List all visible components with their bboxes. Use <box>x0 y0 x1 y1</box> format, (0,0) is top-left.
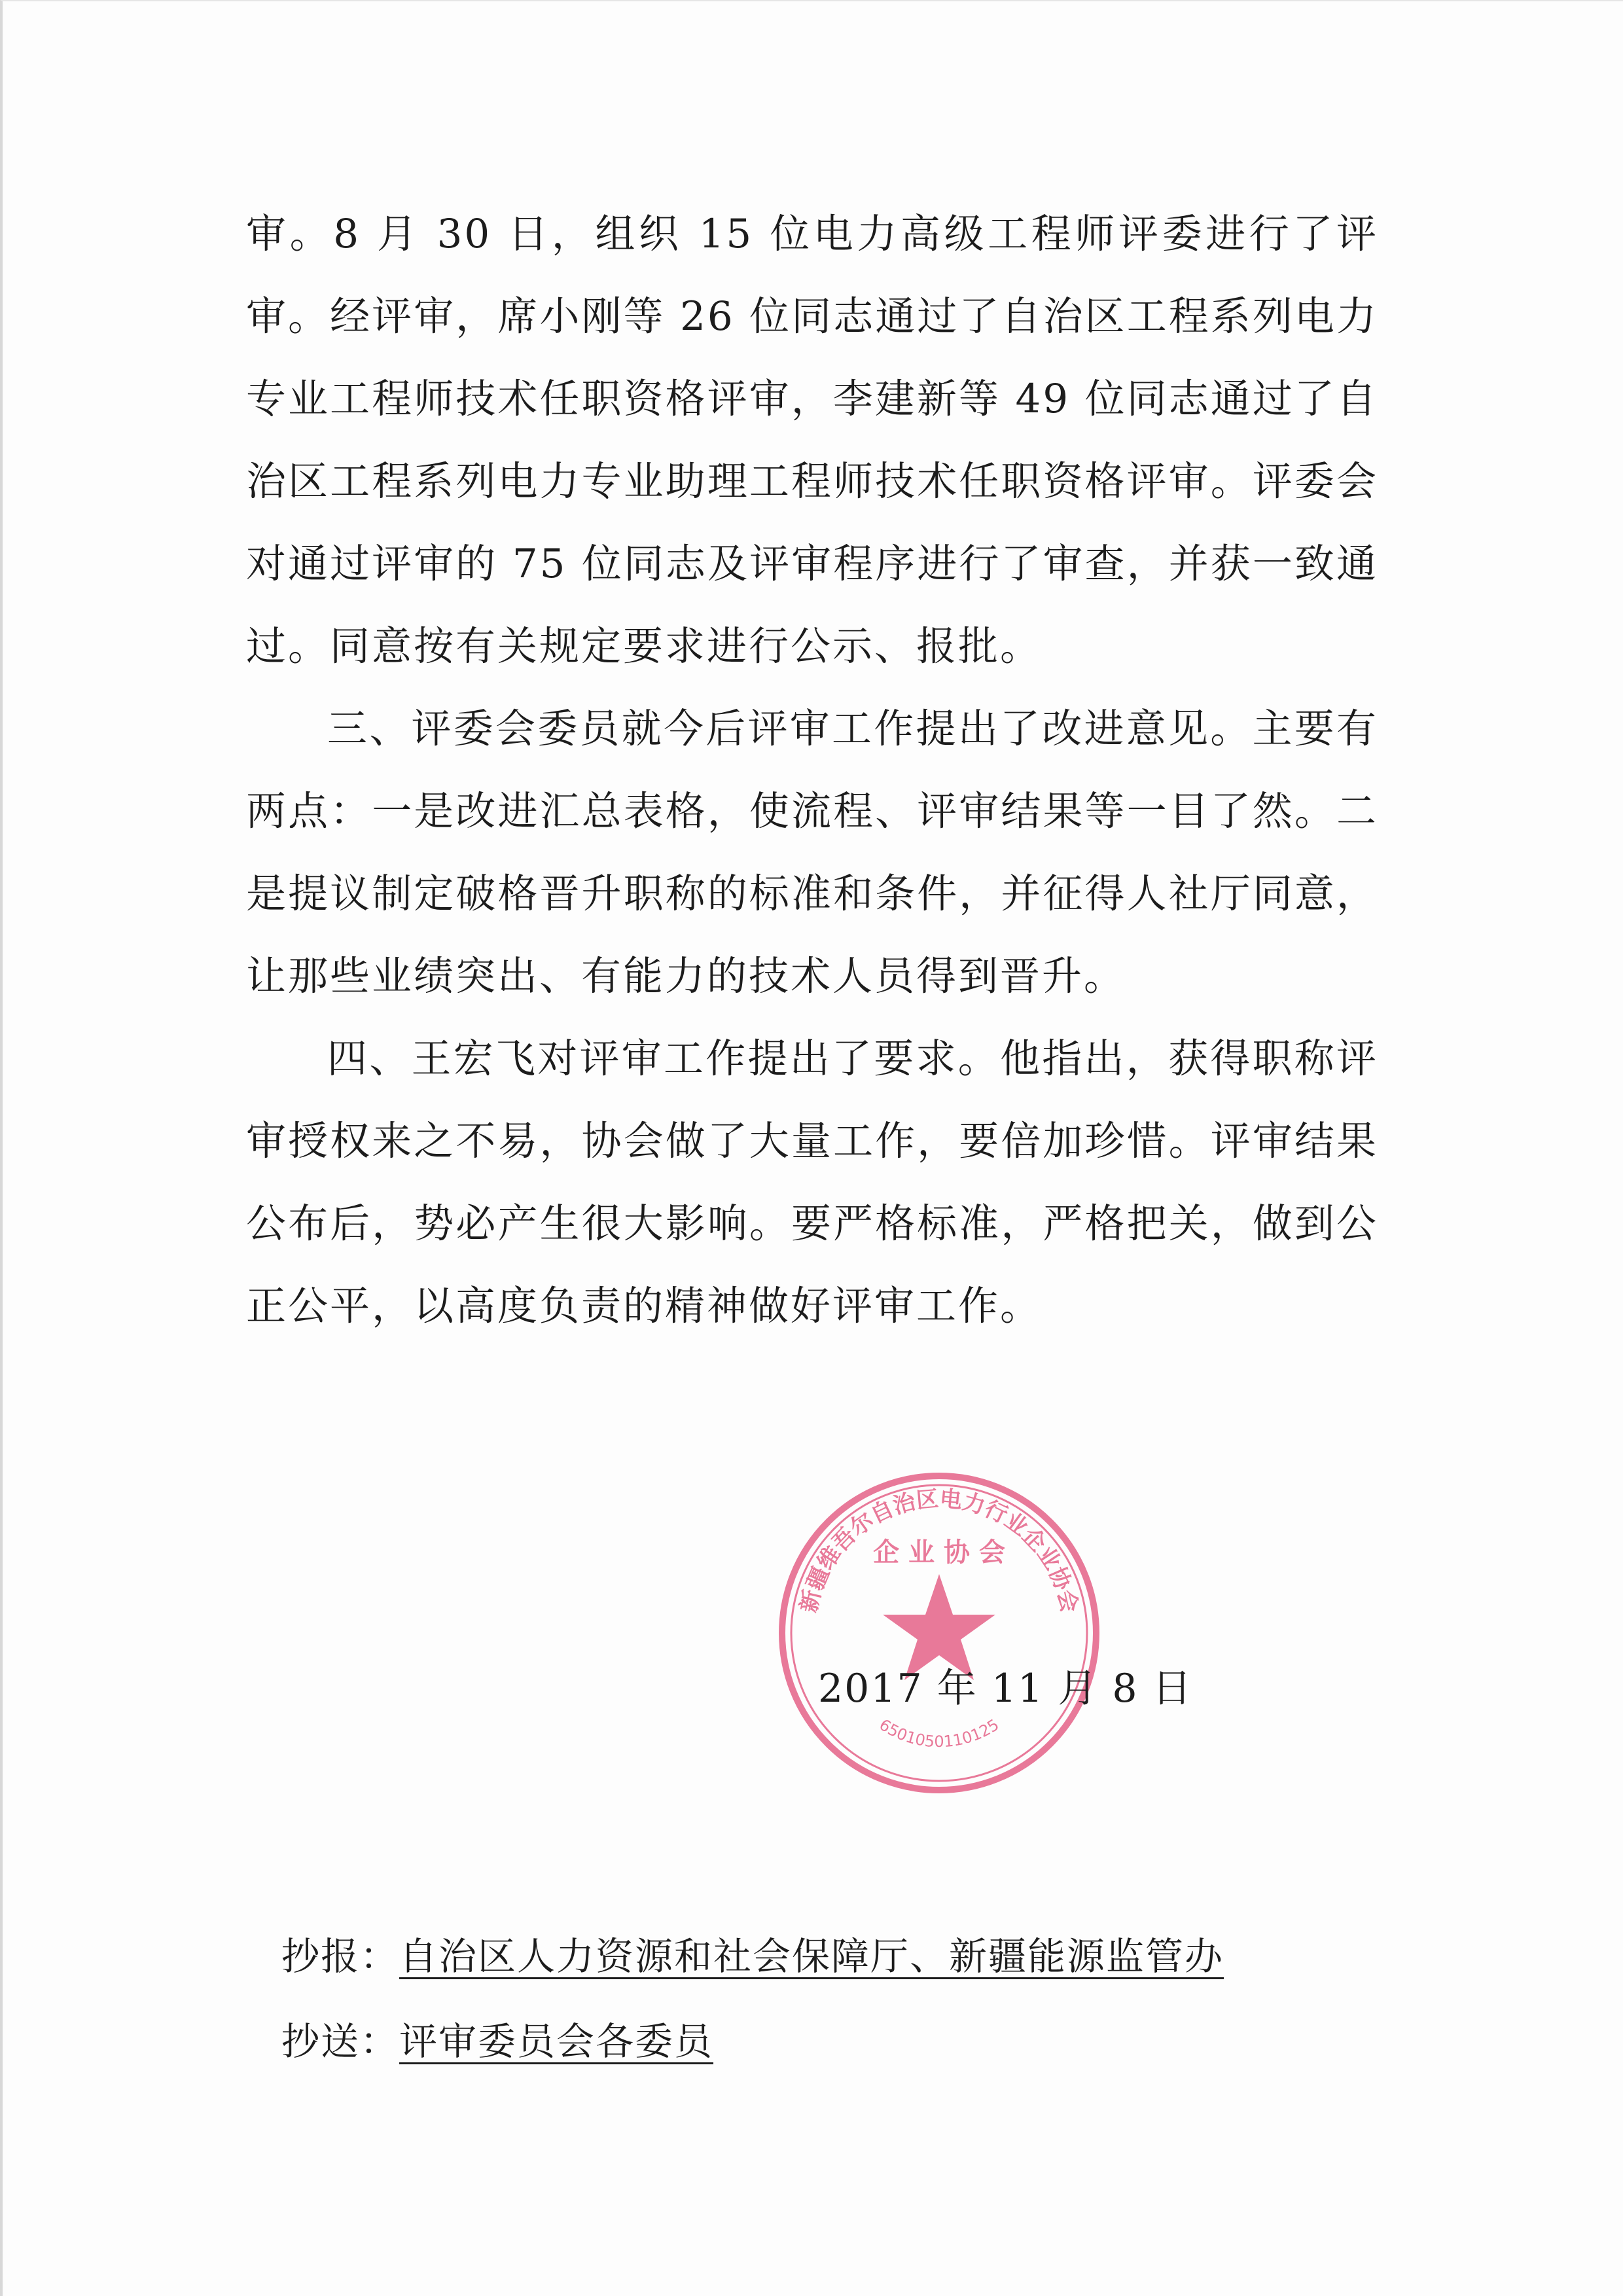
seal-number: 6501050110125 <box>876 1715 1003 1751</box>
document-body <box>246 193 1378 1348</box>
document-date: 2017 年 11 月 8 日 <box>818 1666 1193 1712</box>
cc-report-line <box>281 1926 1224 1981</box>
seal-center-text: 企 业 协 会 <box>873 1537 1005 1568</box>
cc-report-value: 自治区人力资源和社会保障厅、新疆能源监管办 <box>399 1934 1224 1979</box>
cc-send-label: 抄送： <box>281 2019 400 2064</box>
paragraph-requirements: 四、王宏飞对评审工作提出了要求。他指出，获得职称评审授权来之不易，协会做了大量工作，要倍加珍惜。评审结果公布后，势必产生很大影响。要严格标准，严格把关，做到公正公平，以高度负责的精神做好评审工作。 <box>246 1035 1378 1329</box>
cc-report-label: 抄报： <box>281 1934 400 1979</box>
paragraph-review-results: 审。8 月 30 日，组织 15 位电力高级工程师评委进行了评审。经评审，席小刚等 26 位同志通过了自治区工程系列电力专业工程师技术任职资格评审，李建新等 49 位同志通过了自治区工程系列电力专业助理工程师技术任职资格评审。评委会对通过评审的 75 位同志及评审程序进行了审查，并获一致通过。同意按有关规定要求进行公示、报批。 <box>246 211 1378 670</box>
cc-send-line <box>281 2011 713 2066</box>
paragraph-improvement-suggestions: 三、评委会委员就今后评审工作提出了改进意见。主要有两点：一是改进汇总表格，使流程、评审结果等一目了然。二是提议制定破格晋升职称的标准和条件，并征得人社厅同意，让那些业绩突出、有能力的技术人员得到晋升。 <box>246 706 1378 999</box>
seal-ring-text: 新疆维吾尔自治区电力行业企业协会 <box>795 1486 1083 1615</box>
official-seal <box>769 1463 1109 1803</box>
cc-send-value: 评审委员会各委员 <box>399 2019 714 2064</box>
